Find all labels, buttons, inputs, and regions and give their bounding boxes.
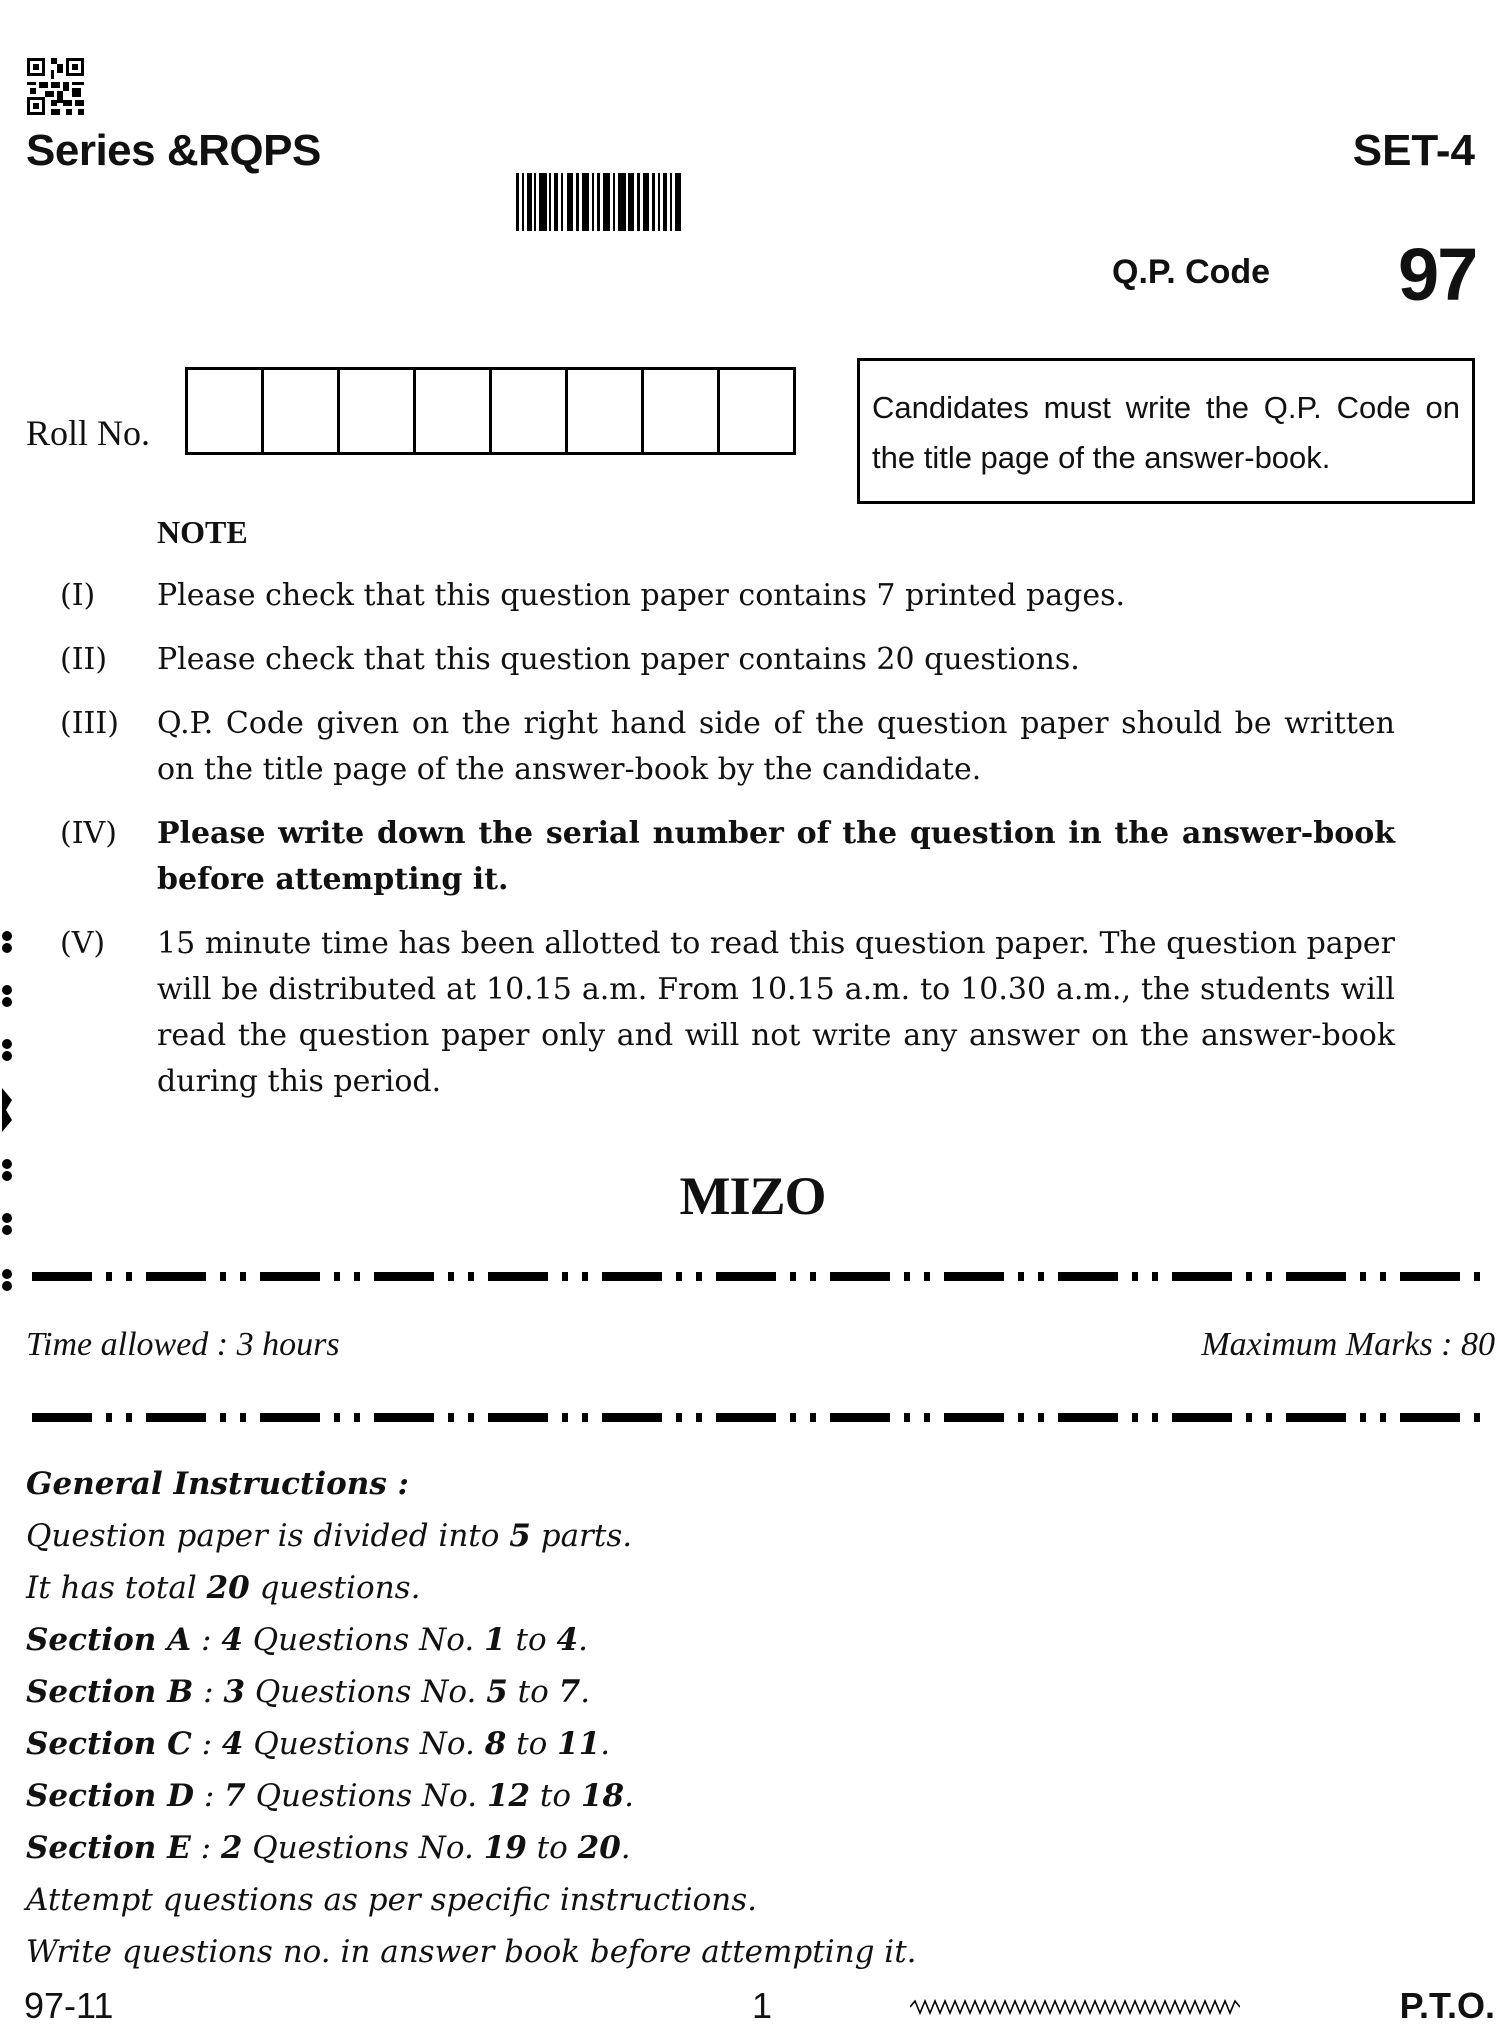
instruction-line (26, 1510, 917, 1562)
section-to: 18 (580, 1778, 625, 1814)
roll-digit-box[interactable] (720, 370, 793, 452)
roll-digit-box[interactable] (492, 370, 568, 452)
roll-number-field[interactable] (185, 367, 796, 455)
instruction-line: Write questions no. in answer book before attempting it. (26, 1934, 917, 1970)
section-to: 7 (558, 1674, 581, 1710)
general-instructions (26, 1458, 917, 1978)
section-text: . (620, 1830, 631, 1866)
roll-digit-box[interactable] (416, 370, 492, 452)
section-text: . (624, 1778, 634, 1814)
note-item-text: Please write down the serial number of the question in the answer-book before attempting it. (157, 816, 1395, 897)
section-text: Questions No. (245, 1674, 487, 1710)
section-label: Section B (26, 1674, 194, 1710)
note-heading: NOTE (157, 514, 248, 550)
note-item-text: Q.P. Code given on the right hand side of the question paper should be written on the title page of the answer-book by the candidate. (157, 706, 1395, 787)
candidate-notice-box: Candidates must write the Q.P. Code on the title page of the answer-book. (857, 358, 1475, 504)
section-text: . (600, 1726, 611, 1762)
note-item-text: 15 minute time has been allotted to read this question paper. The question paper will be distributed at 10.15 a.m. From 10.15 a.m. to 10.30 a.m., the students will read the question paper only and will not write any answer on the answer-book during this period. (157, 926, 1395, 1099)
section-text: to (506, 1726, 558, 1762)
section-label: Section D (26, 1778, 194, 1814)
note-item (60, 921, 1395, 1105)
section-label: Section E (26, 1830, 191, 1866)
instruction-number: 5 (509, 1518, 531, 1554)
section-from: 1 (484, 1622, 506, 1658)
section-text: to (526, 1830, 578, 1866)
subject-title: MIZO (679, 1166, 826, 1226)
qp-code-value: 97 (1398, 233, 1477, 316)
note-item-number: (III) (60, 706, 119, 741)
page-number: 1 (752, 1985, 773, 2026)
note-item-text: Please check that this question paper contains 20 questions. (157, 642, 1080, 677)
section-to: 11 (557, 1726, 601, 1762)
barcode-icon (516, 173, 684, 231)
section-line (26, 1718, 917, 1770)
qp-code-label: Q.P. Code (1112, 253, 1271, 291)
section-count: 7 (224, 1778, 246, 1814)
section-count: 2 (220, 1830, 243, 1866)
qr-code-icon (26, 58, 88, 118)
note-item-number: (IV) (60, 816, 117, 851)
instruction-text: parts. (530, 1518, 633, 1554)
separator: : (193, 1778, 225, 1814)
set-label: SET-4 (1352, 126, 1475, 175)
section-count: 4 (221, 1726, 244, 1762)
instruction-line: Attempt questions as per specific instructions. (26, 1882, 758, 1918)
series-label: Series &RQPS (26, 126, 321, 175)
instruction-line (26, 1562, 917, 1614)
section-text: . (580, 1674, 591, 1710)
note-item (60, 701, 1395, 793)
note-item-number: (II) (60, 642, 108, 677)
instruction-text: questions. (249, 1570, 421, 1606)
section-from: 5 (486, 1674, 508, 1710)
section-line (26, 1822, 917, 1874)
instruction-number: 20 (206, 1570, 250, 1606)
note-item (60, 637, 1395, 683)
note-item-text: Please check that this question paper contains 7 printed pages. (157, 578, 1126, 613)
wavy-line-icon (910, 1998, 1240, 2016)
separator: : (191, 1726, 222, 1762)
roll-number-label: Roll No. (26, 413, 151, 453)
note-list (60, 573, 1395, 1123)
roll-digit-box[interactable] (340, 370, 416, 452)
separator: : (193, 1674, 224, 1710)
section-line (26, 1666, 917, 1718)
note-item-number: (I) (60, 578, 96, 613)
section-text: to (505, 1622, 557, 1658)
roll-digit-box[interactable] (568, 370, 644, 452)
section-text: . (578, 1622, 588, 1658)
separator-line (32, 1413, 1492, 1422)
section-text: Questions No. (245, 1778, 487, 1814)
section-line (26, 1614, 917, 1666)
separator-line (32, 1272, 1492, 1281)
maximum-marks: Maximum Marks : 80 (1201, 1326, 1495, 1363)
instruction-text: Question paper is divided into (26, 1518, 510, 1554)
cut-marks-icon (0, 928, 14, 1298)
note-item (60, 573, 1395, 619)
section-label: Section C (26, 1726, 192, 1762)
section-count: 3 (223, 1674, 246, 1710)
roll-digit-box[interactable] (188, 370, 264, 452)
general-instructions-title: General Instructions : (26, 1466, 410, 1502)
roll-digit-box[interactable] (644, 370, 720, 452)
section-from: 19 (483, 1830, 527, 1866)
section-label: Section A (26, 1622, 192, 1658)
separator: : (191, 1622, 222, 1658)
footer-code: 97-11 (24, 1985, 114, 2026)
section-text: Questions No. (243, 1726, 485, 1762)
section-text: to (530, 1778, 581, 1814)
roll-digit-box[interactable] (264, 370, 340, 452)
pto-label: P.T.O. (1399, 1985, 1495, 2026)
section-from: 12 (486, 1778, 531, 1814)
section-to: 4 (556, 1622, 579, 1658)
section-text: Questions No. (242, 1622, 485, 1658)
note-item-number: (V) (60, 926, 106, 961)
instruction-text: It has total (26, 1570, 207, 1606)
section-text: Questions No. (242, 1830, 484, 1866)
section-to: 20 (577, 1830, 621, 1866)
separator: : (190, 1830, 221, 1866)
note-item (60, 811, 1395, 903)
section-from: 8 (484, 1726, 507, 1762)
section-count: 4 (221, 1622, 243, 1658)
section-text: to (507, 1674, 559, 1710)
time-allowed: Time allowed : 3 hours (26, 1326, 340, 1363)
section-line (26, 1770, 917, 1822)
